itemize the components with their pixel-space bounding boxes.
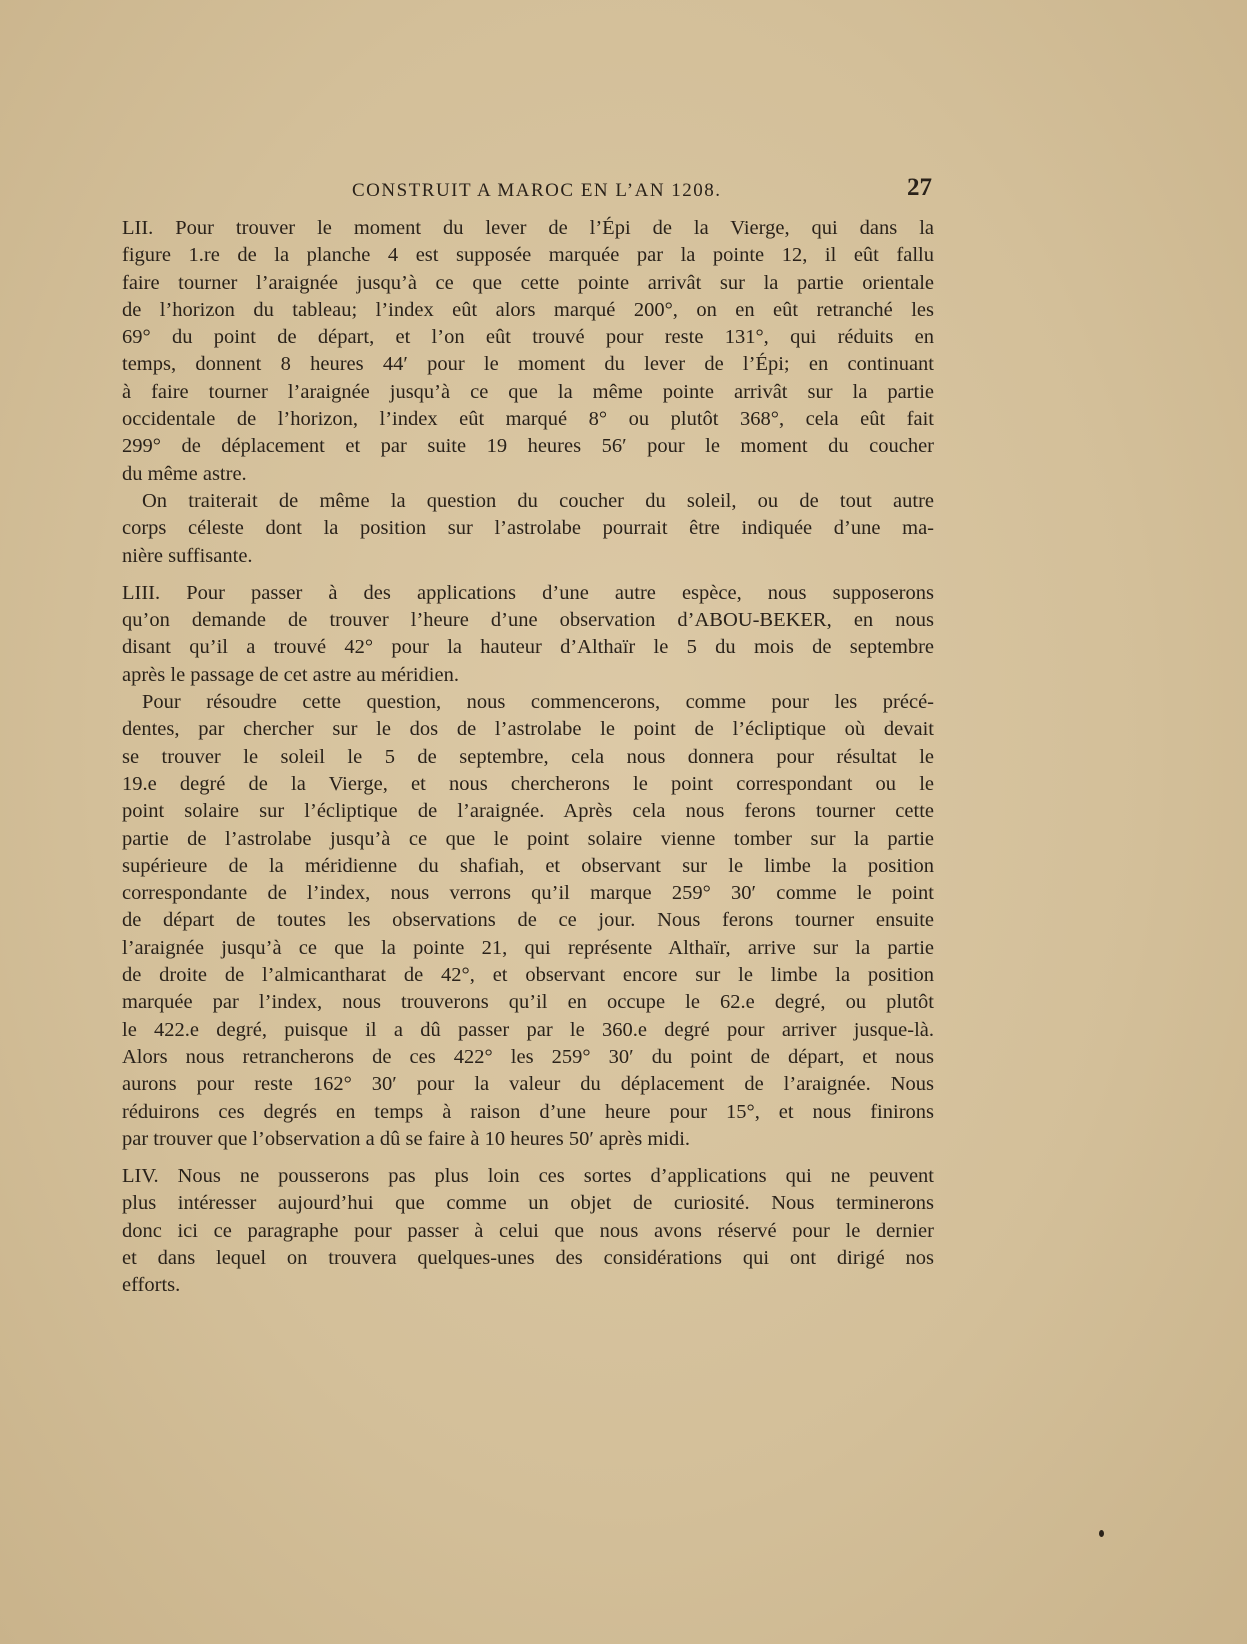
text-line: plus intéresser aujourd’hui que comme un objet de curiosité. Nous terminerons bbox=[122, 1192, 934, 1215]
text-line: supérieure de la méridienne du shafiah, et observant sur le limbe la position bbox=[122, 854, 934, 877]
text-line: point solaire sur l’écliptique de l’araignée. Après cela nous ferons tourner cette bbox=[122, 800, 934, 823]
text-line: donc ici ce paragraphe pour passer à celui que nous avons réservé pour le dernier bbox=[122, 1219, 934, 1242]
text-line: marquée par l’index, nous trouverons qu’il en occupe le 62.e degré, ou plutôt bbox=[122, 991, 934, 1014]
text-line: LIV. Nous ne pousserons pas plus loin ces sortes d’applications qui ne peuvent bbox=[122, 1165, 934, 1188]
text-line: par trouver que l’observation a dû se faire à 10 heures 50′ après midi. bbox=[122, 1127, 691, 1150]
text-line: LII. Pour trouver le moment du lever de l’Épi de la Vierge, qui dans la bbox=[122, 217, 934, 239]
text-line: de l’horizon du tableau; l’index eût alors marqué 200°, on en eût retranché les bbox=[122, 298, 934, 321]
text-line: après le passage de cet astre au méridien. bbox=[122, 663, 459, 686]
ink-speck bbox=[1099, 1530, 1104, 1537]
text-line: Pour résoudre cette question, nous commencerons, comme pour les précé- bbox=[142, 691, 934, 714]
text-line: qu’on demande de trouver l’heure d’une observation d’ABOU-BEKER, en nous bbox=[122, 609, 934, 632]
text-line: le 422.e degré, puisque il a dû passer par le 360.e degré pour arriver jusque-là. bbox=[122, 1018, 934, 1041]
text-line: de départ de toutes les observations de ce jour. Nous ferons tourner ensuite bbox=[122, 909, 934, 932]
text-line: faire tourner l’araignée jusqu’à ce que cette pointe arrivât sur la partie orientale bbox=[122, 271, 934, 294]
text-line: LIII. Pour passer à des applications d’une autre espèce, nous supposerons bbox=[122, 581, 934, 604]
text-line: aurons pour reste 162° 30′ pour la valeur du déplacement de l’araignée. Nous bbox=[122, 1073, 934, 1096]
text-line: nière suffisante. bbox=[122, 544, 253, 567]
running-title: CONSTRUIT A MAROC EN L’AN 1208. bbox=[352, 180, 722, 201]
text-line: se trouver le soleil le 5 de septembre, cela nous donnera pour résultat le bbox=[122, 745, 934, 768]
text-line: Alors nous retrancherons de ces 422° les 259° 30′ du point de départ, et nous bbox=[122, 1045, 934, 1068]
paragraph-gap bbox=[122, 570, 934, 580]
text-line: figure 1.re de la planche 4 est supposée marquée par la pointe 12, il eût fallu bbox=[122, 244, 934, 267]
text-line: 69° du point de départ, et l’on eût trouvé pour reste 131°, qui réduits en bbox=[122, 326, 934, 349]
text-line: occidentale de l’horizon, l’index eût marqué 8° ou plutôt 368°, cela eût fait bbox=[122, 408, 934, 431]
text-line: On traiterait de même la question du coucher du soleil, ou de tout autre bbox=[142, 489, 934, 512]
text-line: 19.e degré de la Vierge, et nous chercherons le point correspondant ou le bbox=[122, 772, 934, 795]
text-line: correspondante de l’index, nous verrons qu’il marque 259° 30′ comme le point bbox=[122, 882, 934, 905]
text-line: de droite de l’almicantharat de 42°, et observant encore sur le limbe la position bbox=[122, 964, 934, 987]
page-number: 27 bbox=[907, 174, 932, 201]
body-text bbox=[122, 215, 934, 1300]
text-line: du même astre. bbox=[122, 462, 247, 485]
text-line: efforts. bbox=[122, 1274, 181, 1297]
text-line: l’araignée jusqu’à ce que la pointe 21, qui représente Althaïr, arrive sur la partie bbox=[122, 936, 934, 959]
paragraph-gap bbox=[122, 1153, 934, 1163]
text-line: 299° de déplacement et par suite 19 heures 56′ pour le moment du coucher bbox=[122, 435, 934, 458]
text-line: corps céleste dont la position sur l’astrolabe pourrait être indiquée d’une ma- bbox=[122, 517, 934, 540]
running-head bbox=[120, 176, 930, 206]
text-line: disant qu’il a trouvé 42° pour la hauteur d’Althaïr le 5 du mois de septembre bbox=[122, 636, 934, 659]
text-line: à faire tourner l’araignée jusqu’à ce que la même pointe arrivât sur la partie bbox=[122, 380, 934, 403]
text-line: dentes, par chercher sur le dos de l’astrolabe le point de l’écliptique où devait bbox=[122, 718, 934, 741]
text-line: réduirons ces degrés en temps à raison d’une heure pour 15°, et nous finirons bbox=[122, 1100, 934, 1123]
text-line: partie de l’astrolabe jusqu’à ce que le point solaire vienne tomber sur la partie bbox=[122, 827, 934, 850]
text-line: temps, donnent 8 heures 44′ pour le moment du lever de l’Épi; en continuant bbox=[122, 353, 934, 376]
text-line: et dans lequel on trouvera quelques-unes des considérations qui ont dirigé nos bbox=[122, 1246, 934, 1269]
